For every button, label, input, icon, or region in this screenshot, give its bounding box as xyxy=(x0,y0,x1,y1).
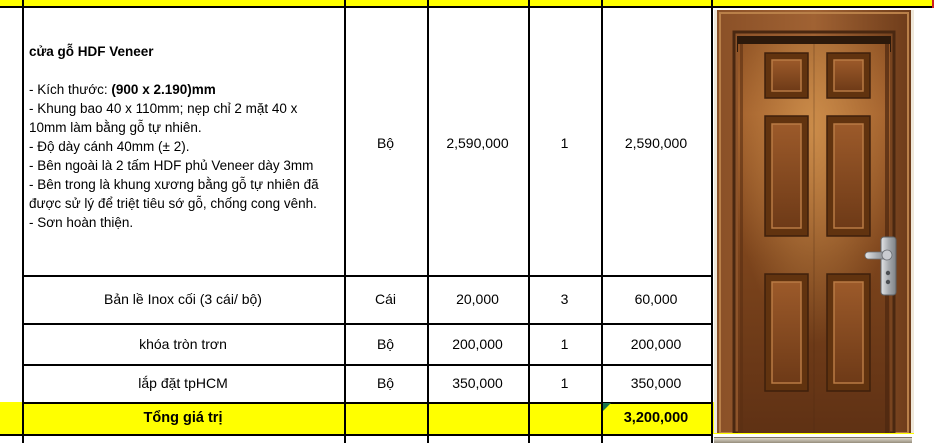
cell-item2-qty[interactable]: 3 xyxy=(560,291,569,307)
cell-item1-unit[interactable]: Bộ xyxy=(376,134,395,151)
cell-item4-price[interactable]: 350,000 xyxy=(452,375,503,391)
cell-item2-price[interactable]: 20,000 xyxy=(456,291,499,307)
item1-spec: - Bên ngoài là 2 tấm HDF phủ Veneer dày 3mm xyxy=(29,158,314,173)
gridline-h-total-bottom xyxy=(0,434,713,436)
cell-item1-amount[interactable]: 2,590,000 xyxy=(624,134,688,151)
cell-item4-amount[interactable]: 350,000 xyxy=(630,375,682,391)
item1-spec: - Bên trong là khung xương bằng gỗ tự nhiên đã được sử lý để triệt tiêu sớ gỗ, chống cong vênh. xyxy=(29,177,319,211)
item1-spec-size: - Kích thước: (900 x 2.190)mm xyxy=(29,82,216,97)
item1-spec: - Độ dày cánh 40mm (± 2). xyxy=(29,139,190,154)
cell-total-amount[interactable]: 3,200,000 xyxy=(623,410,689,426)
blank-line xyxy=(29,61,336,80)
cell-item4-description[interactable]: lắp đặt tpHCM xyxy=(138,375,228,391)
cell-item4-qty[interactable]: 1 xyxy=(560,375,569,391)
door-panel xyxy=(827,274,870,391)
cell-item1-price[interactable]: 2,590,000 xyxy=(446,134,509,151)
door-panel xyxy=(765,116,808,236)
door-panel xyxy=(765,53,808,98)
gridline-v-amount xyxy=(711,0,713,443)
cell-item3-unit[interactable]: Bộ xyxy=(376,335,395,352)
cell-item3-amount[interactable]: 200,000 xyxy=(630,335,682,352)
door-photo xyxy=(714,10,914,433)
door-panel xyxy=(827,53,870,98)
door-panel xyxy=(765,274,808,391)
next-photo-strip xyxy=(714,437,912,443)
formula-flag-icon xyxy=(603,403,611,411)
cell-item3-qty[interactable]: 1 xyxy=(560,335,569,352)
cell-item2-unit[interactable]: Cái xyxy=(374,291,396,307)
item1-spec: - Khung bao 40 x 110mm; nẹp chỉ 2 mặt 40 x 10mm làm bằng gỗ tự nhiên. xyxy=(29,101,298,135)
cell-item4-unit[interactable]: Bộ xyxy=(376,375,395,391)
door-panel xyxy=(827,116,870,236)
cell-item3-description[interactable]: khóa tròn trơn xyxy=(139,335,227,352)
cell-item2-amount[interactable]: 60,000 xyxy=(634,291,678,307)
top-header-row[interactable] xyxy=(0,0,934,8)
cell-item2-description[interactable]: Bản lề Inox cối (3 cái/ bộ) xyxy=(104,291,262,307)
cell-item3-price[interactable]: 200,000 xyxy=(452,335,503,352)
cell-item1-qty[interactable]: 1 xyxy=(560,134,569,151)
cell-item1-description[interactable] xyxy=(24,12,342,273)
item1-title: cửa gỗ HDF Veneer xyxy=(29,44,154,59)
cell-total-label[interactable]: Tổng giá trị xyxy=(143,410,223,426)
item1-spec: - Sơn hoàn thiện. xyxy=(29,215,134,230)
